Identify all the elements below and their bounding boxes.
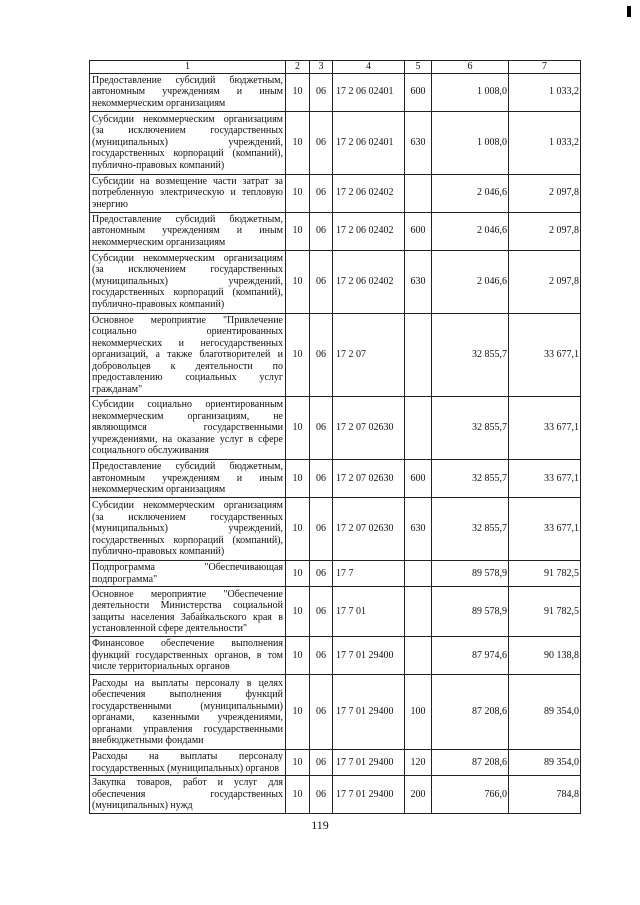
row-target-code-cell: 17 7 — [333, 561, 405, 587]
row-name-cell: Субсидии социально ориентированным некоммерческим организациям, не являющимся государственными учреждениями, на оказание услуг в сфере социального обслуживания — [90, 397, 286, 460]
row-expense-type-cell — [405, 561, 432, 587]
row-target-code-cell: 17 2 07 02630 — [333, 460, 405, 498]
row-amount-1-cell: 1 008,0 — [432, 111, 509, 174]
header-col-2: 2 — [286, 61, 310, 74]
row-amount-1-cell: 32 855,7 — [432, 498, 509, 561]
row-expense-type-cell — [405, 637, 432, 675]
row-expense-type-cell: 120 — [405, 750, 432, 776]
row-section-cell: 10 — [286, 637, 310, 675]
row-amount-2-cell: 2 097,8 — [509, 250, 581, 313]
row-amount-2-cell: 33 677,1 — [509, 313, 581, 397]
row-name-cell: Субсидии некоммерческим организациям (за исключением государственных (муниципальных) учреждений, государственных корпораций (компаний), публично-правовых компаний) — [90, 498, 286, 561]
table-row — [90, 776, 581, 814]
row-name-cell: Расходы на выплаты персоналу государственных (муниципальных) органов — [90, 750, 286, 776]
row-expense-type-cell: 200 — [405, 776, 432, 814]
table-row — [90, 561, 581, 587]
row-amount-1-cell: 1 008,0 — [432, 73, 509, 111]
row-section-cell: 10 — [286, 498, 310, 561]
row-target-code-cell: 17 2 06 02402 — [333, 174, 405, 212]
row-amount-1-cell: 32 855,7 — [432, 397, 509, 460]
row-target-code-cell: 17 2 06 02401 — [333, 111, 405, 174]
row-amount-1-cell: 32 855,7 — [432, 313, 509, 397]
row-section-cell: 10 — [286, 675, 310, 750]
row-amount-2-cell: 89 354,0 — [509, 675, 581, 750]
row-target-code-cell: 17 7 01 29400 — [333, 637, 405, 675]
row-amount-2-cell: 90 138,8 — [509, 637, 581, 675]
row-section-cell: 10 — [286, 750, 310, 776]
row-target-code-cell: 17 2 07 02630 — [333, 397, 405, 460]
row-expense-type-cell — [405, 587, 432, 637]
row-amount-2-cell: 91 782,5 — [509, 561, 581, 587]
row-subsection-cell: 06 — [310, 397, 333, 460]
row-subsection-cell: 06 — [310, 561, 333, 587]
row-subsection-cell: 06 — [310, 637, 333, 675]
row-target-code-cell: 17 2 07 02630 — [333, 498, 405, 561]
table-row — [90, 174, 581, 212]
row-subsection-cell: 06 — [310, 750, 333, 776]
header-col-6: 6 — [432, 61, 509, 74]
table-row — [90, 73, 581, 111]
budget-table — [89, 60, 581, 814]
row-expense-type-cell: 100 — [405, 675, 432, 750]
row-amount-2-cell: 2 097,8 — [509, 174, 581, 212]
row-subsection-cell: 06 — [310, 111, 333, 174]
row-name-cell: Закупка товаров, работ и услуг для обеспечения государственных (муниципальных) нужд — [90, 776, 286, 814]
row-expense-type-cell: 600 — [405, 460, 432, 498]
row-amount-2-cell: 1 033,2 — [509, 73, 581, 111]
row-subsection-cell: 06 — [310, 174, 333, 212]
row-subsection-cell: 06 — [310, 313, 333, 397]
row-target-code-cell: 17 7 01 29400 — [333, 750, 405, 776]
row-amount-1-cell: 89 578,9 — [432, 561, 509, 587]
row-section-cell: 10 — [286, 212, 310, 250]
row-name-cell: Подпрограмма "Обеспечивающая подпрограмма" — [90, 561, 286, 587]
header-col-7: 7 — [509, 61, 581, 74]
header-col-4: 4 — [333, 61, 405, 74]
row-subsection-cell: 06 — [310, 460, 333, 498]
row-amount-2-cell: 91 782,5 — [509, 587, 581, 637]
row-name-cell: Основное мероприятие "Обеспечение деятельности Министерства социальной защиты населения Забайкальского края в установленной сфере деятельности" — [90, 587, 286, 637]
row-expense-type-cell: 630 — [405, 111, 432, 174]
row-amount-1-cell: 2 046,6 — [432, 250, 509, 313]
row-subsection-cell: 06 — [310, 776, 333, 814]
row-name-cell: Субсидии некоммерческим организациям (за исключением государственных (муниципальных) учреждений, государственных корпораций (компаний), публично-правовых компаний) — [90, 250, 286, 313]
row-amount-1-cell: 87 208,6 — [432, 675, 509, 750]
row-subsection-cell: 06 — [310, 675, 333, 750]
row-subsection-cell: 06 — [310, 212, 333, 250]
row-section-cell: 10 — [286, 250, 310, 313]
row-name-cell: Расходы на выплаты персоналу в целях обеспечения выполнения функций государственными (муниципальными) органами, казенными учреждениями, органами управления государственными внебюджетными фондами — [90, 675, 286, 750]
row-amount-1-cell: 2 046,6 — [432, 174, 509, 212]
table-row — [90, 212, 581, 250]
row-expense-type-cell: 630 — [405, 498, 432, 561]
row-target-code-cell: 17 2 06 02402 — [333, 250, 405, 313]
row-amount-2-cell: 89 354,0 — [509, 750, 581, 776]
row-name-cell: Предоставление субсидий бюджетным, автономным учреждениям и иным некоммерческим организациям — [90, 73, 286, 111]
row-section-cell: 10 — [286, 776, 310, 814]
row-expense-type-cell — [405, 397, 432, 460]
row-subsection-cell: 06 — [310, 587, 333, 637]
header-col-5: 5 — [405, 61, 432, 74]
row-section-cell: 10 — [286, 460, 310, 498]
row-name-cell: Субсидии на возмещение части затрат за потребленную электрическую и тепловую энергию — [90, 174, 286, 212]
row-target-code-cell: 17 2 06 02401 — [333, 73, 405, 111]
row-section-cell: 10 — [286, 561, 310, 587]
row-expense-type-cell — [405, 313, 432, 397]
row-target-code-cell: 17 7 01 — [333, 587, 405, 637]
row-section-cell: 10 — [286, 397, 310, 460]
row-target-code-cell: 17 7 01 29400 — [333, 675, 405, 750]
table-row — [90, 498, 581, 561]
table-row — [90, 675, 581, 750]
header-col-3: 3 — [310, 61, 333, 74]
row-amount-1-cell: 89 578,9 — [432, 587, 509, 637]
row-amount-2-cell: 784,8 — [509, 776, 581, 814]
table-header-row — [90, 61, 581, 74]
row-name-cell: Субсидии некоммерческим организациям (за исключением государственных (муниципальных) учреждений, государственных корпораций (компаний), публично-правовых компаний) — [90, 111, 286, 174]
row-target-code-cell: 17 2 07 — [333, 313, 405, 397]
header-col-1: 1 — [90, 61, 286, 74]
row-expense-type-cell — [405, 174, 432, 212]
table-row — [90, 637, 581, 675]
row-target-code-cell: 17 7 01 29400 — [333, 776, 405, 814]
row-amount-2-cell: 1 033,2 — [509, 111, 581, 174]
row-section-cell: 10 — [286, 73, 310, 111]
row-amount-2-cell: 33 677,1 — [509, 397, 581, 460]
table-row — [90, 460, 581, 498]
row-amount-1-cell: 87 974,6 — [432, 637, 509, 675]
table-row — [90, 397, 581, 460]
row-name-cell: Предоставление субсидий бюджетным, автономным учреждениям и иным некоммерческим организациям — [90, 212, 286, 250]
row-amount-1-cell: 32 855,7 — [432, 460, 509, 498]
row-subsection-cell: 06 — [310, 250, 333, 313]
row-amount-1-cell: 766,0 — [432, 776, 509, 814]
row-section-cell: 10 — [286, 111, 310, 174]
table-body — [90, 73, 581, 814]
row-amount-2-cell: 33 677,1 — [509, 460, 581, 498]
table-row — [90, 587, 581, 637]
row-expense-type-cell: 600 — [405, 212, 432, 250]
row-section-cell: 10 — [286, 587, 310, 637]
table-row — [90, 750, 581, 776]
row-section-cell: 10 — [286, 174, 310, 212]
row-expense-type-cell: 630 — [405, 250, 432, 313]
row-amount-1-cell: 87 208,6 — [432, 750, 509, 776]
scan-corner-mark — [627, 6, 631, 17]
row-expense-type-cell: 600 — [405, 73, 432, 111]
row-amount-1-cell: 2 046,6 — [432, 212, 509, 250]
row-subsection-cell: 06 — [310, 498, 333, 561]
row-name-cell: Финансовое обеспечение выполнения функций государственных органов, в том числе территориальных органов — [90, 637, 286, 675]
row-amount-2-cell: 2 097,8 — [509, 212, 581, 250]
row-subsection-cell: 06 — [310, 73, 333, 111]
row-target-code-cell: 17 2 06 02402 — [333, 212, 405, 250]
page-number: 119 — [311, 818, 329, 832]
table-row — [90, 250, 581, 313]
table-row — [90, 111, 581, 174]
row-name-cell: Основное мероприятие "Привлечение социально ориентированных некоммерческих и негосударственных организаций, а также благотворителей и добровольцев к деятельности по предоставлению социальных услуг гражданам" — [90, 313, 286, 397]
row-section-cell: 10 — [286, 313, 310, 397]
row-name-cell: Предоставление субсидий бюджетным, автономным учреждениям и иным некоммерческим организациям — [90, 460, 286, 498]
row-amount-2-cell: 33 677,1 — [509, 498, 581, 561]
table-row — [90, 313, 581, 397]
